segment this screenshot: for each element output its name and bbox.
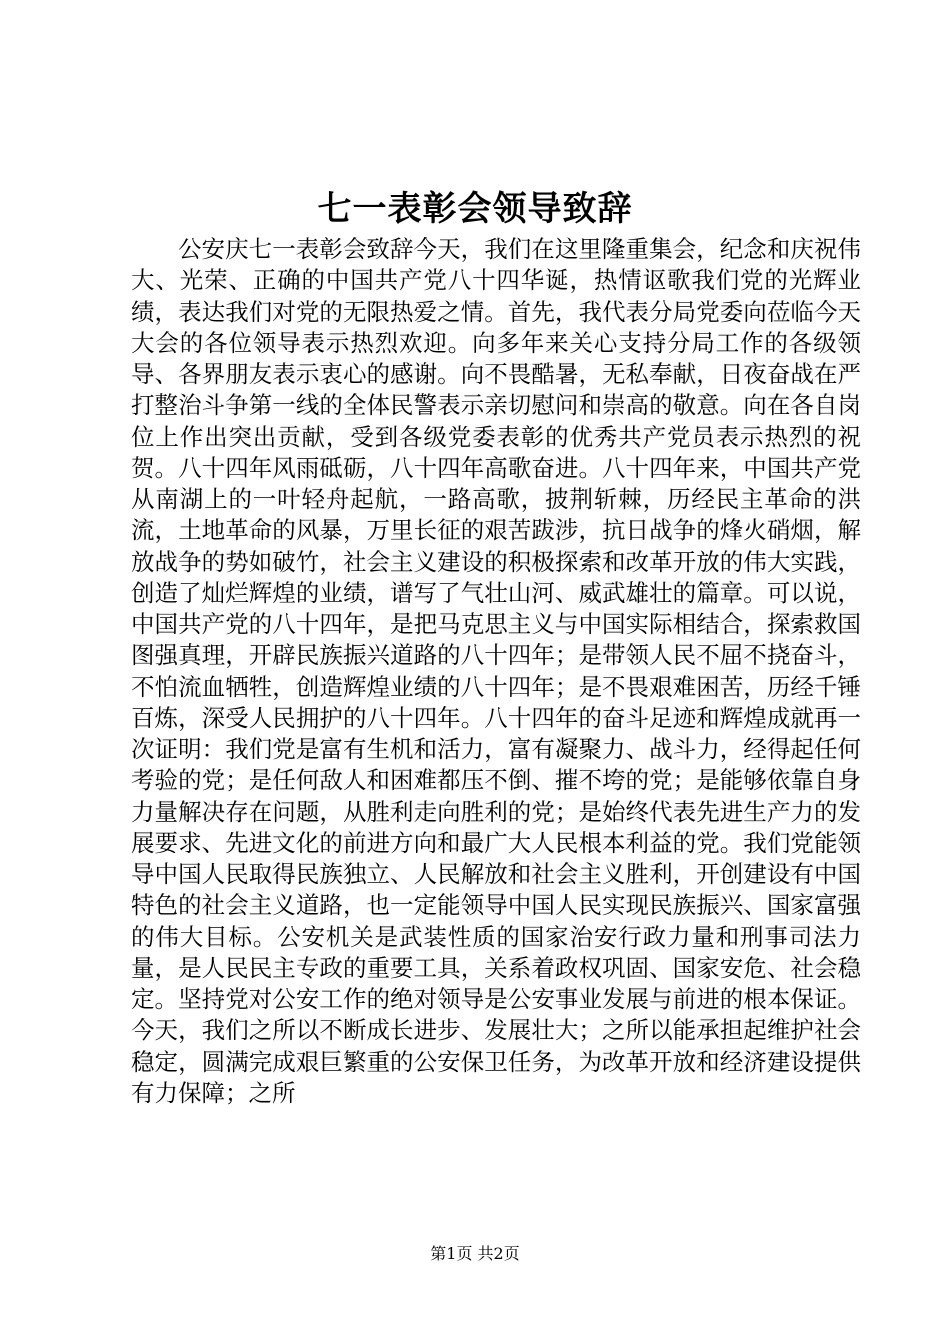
document-body-paragraph: 公安庆七一表彰会致辞今天，我们在这里隆重集会，纪念和庆祝伟大、光荣、正确的中国共产党八十四华诞，热情讴歌我们党的光辉业绩，表达我们对党的无限热爱之情。首先，我代表分局党委向莅临今天大会的各位领导表示热烈欢迎。向多年来关心支持分局工作的各级领导、各界朋友表示衷心的感谢。向不畏酷暑，无私奉献，日夜奋战在严打整治斗争第一线的全体民警表示亲切慰问和崇高的敬意。向在各自岗位上作出突出贡献，受到各级党委表彰的优秀共产党员表示热烈的祝贺。八十四年风雨砥砺，八十四年高歌奋进。八十四年来，中国共产党从南湖上的一叶轻舟起航，一路高歌，披荆斩棘，历经民主革命的洪流，土地革命的风暴，万里长征的艰苦跋涉，抗日战争的烽火硝烟，解放战争的势如破竹，社会主义建设的积极探索和改革开放的伟大实践，创造了灿烂辉煌的业绩，谱写了气壮山河、威武雄壮的篇章。可以说，中国共产党的八十四年，是把马克思主义与中国实际相结合，探索救国图强真理，开辟民族振兴道路的八十四年；是带领人民不屈不挠奋斗，不怕流血牺牲，创造辉煌业绩的八十四年；是不畏艰难困苦，历经千锤百炼，深受人民拥护的八十四年。八十四年的奋斗足迹和辉煌成就再一次证明：我们党是富有生机和活力，富有凝聚力、战斗力，经得起任何考验的党；是任何敌人和困难都压不倒、摧不垮的党；是能够依靠自身力量解决存在问题，从胜利走向胜利的党；是始终代表先进生产力的发展要求、先进文化的前进方向和最广大人民根本利益的党。我们党能领导中国人民取得民族独立、人民解放和社会主义胜利，开创建设有中国特色的社会主义道路，也一定能领导中国人民实现民族振兴、国家富强的伟大目标。公安机关是武装性质的国家治安行政力量和刑事司法力量，是人民民主专政的重要工具，关系着政权巩固、国家安危、社会稳定。坚持党对公安工作的绝对领导是公安事业发展与前进的根本保证。今天，我们之所以不断成长进步、发展壮大；之所以能承担起维护社会稳定，圆满完成艰巨繁重的公安保卫任务，为改革开放和经济建设提供有力保障；之所 bbox=[131, 235, 861, 1107]
document-title: 七一表彰会领导致辞 bbox=[317, 189, 633, 229]
page-number-footer: 第1页 共2页 bbox=[430, 1244, 520, 1263]
